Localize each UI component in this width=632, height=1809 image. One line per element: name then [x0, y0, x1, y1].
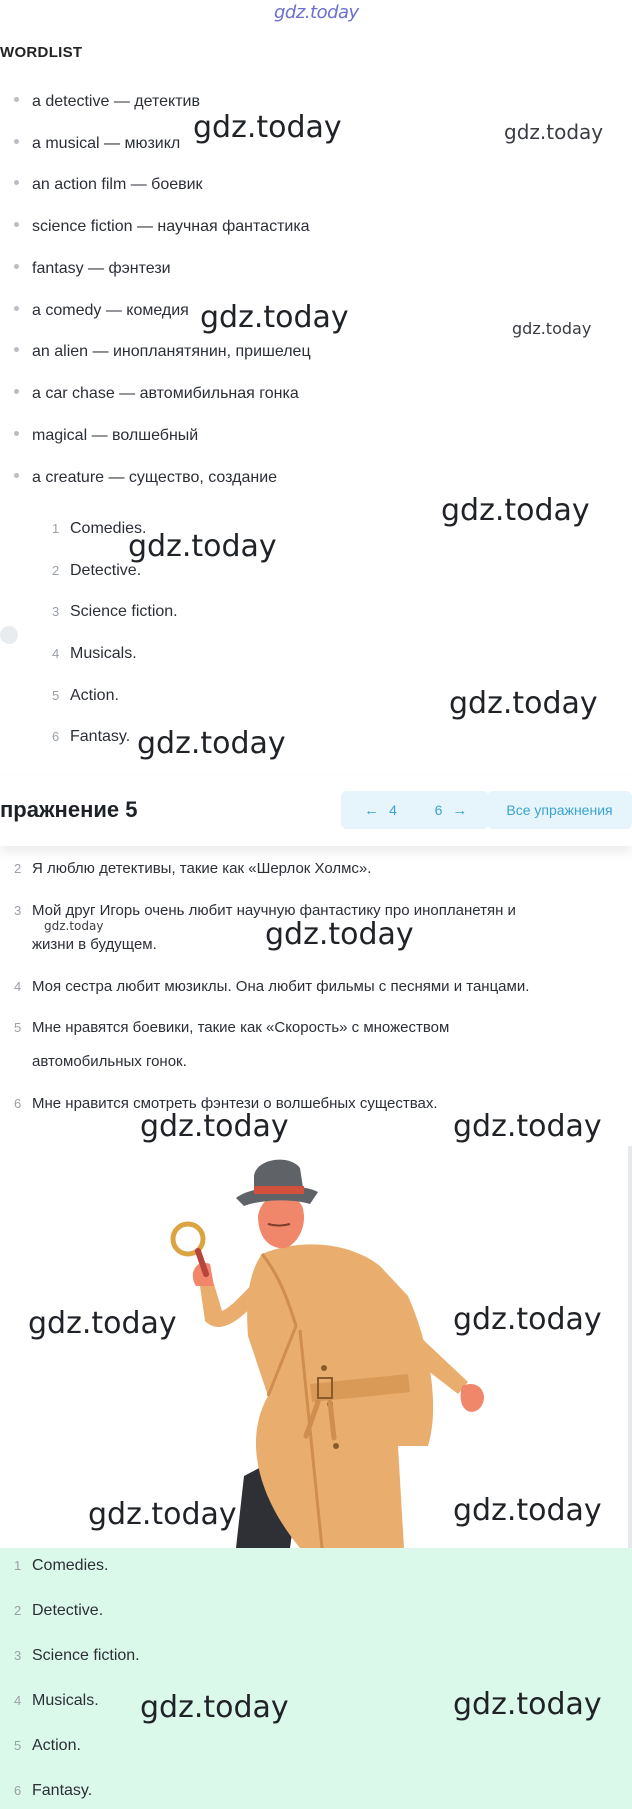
answer-number: 5 — [52, 688, 60, 703]
answer-item — [52, 687, 119, 705]
answer-number: 5 — [14, 1738, 22, 1753]
list-item-text: a musical — мюзикл — [32, 135, 181, 152]
list-item — [14, 427, 198, 445]
answer-text: Science fiction. — [32, 1647, 140, 1664]
list-item-text: a detective — детектив — [32, 93, 200, 110]
bullet-icon — [14, 264, 19, 269]
list-item-text: magical — волшебный — [32, 427, 199, 444]
answer-number: 1 — [52, 521, 60, 536]
bullet-icon — [14, 306, 19, 311]
prev-exercise-label: 4 — [389, 802, 397, 818]
sentence-item — [14, 860, 371, 877]
sentence-text: Я люблю детективы, такие как «Шерлок Холмс». — [32, 860, 372, 877]
watermark: gdz.today — [265, 917, 414, 952]
sentence-text: Моя сестра любит мюзиклы. Она любит фильмы с песнями и танцами. — [32, 978, 530, 995]
answer-item — [52, 562, 141, 580]
next-exercise-label: 6 — [434, 802, 443, 818]
list-item-text: an action film — боевик — [32, 176, 203, 193]
watermark: gdz.today — [453, 1302, 602, 1337]
watermark: gdz.today — [193, 110, 342, 145]
wordlist-title: WORDLIST — [0, 44, 83, 61]
watermark: gdz.today — [140, 1690, 289, 1725]
answer-item — [14, 1692, 99, 1710]
watermark: gdz.today — [504, 120, 604, 144]
watermark: gdz.today — [44, 919, 104, 933]
answer-number: 2 — [52, 563, 60, 578]
site-logo[interactable]: gdz.today — [274, 2, 359, 23]
answer-number: 6 — [52, 729, 60, 744]
bullet-icon — [14, 97, 19, 102]
watermark: gdz.today — [28, 1306, 177, 1341]
watermark: gdz.today — [453, 1109, 602, 1144]
prev-exercise-button[interactable] — [341, 791, 420, 829]
answer-text: Musicals. — [32, 1692, 99, 1709]
list-item-text: an alien — инопланятянин, пришелец — [32, 343, 311, 360]
answer-item — [52, 645, 137, 663]
answer-item — [14, 1557, 108, 1575]
bullet-icon — [14, 431, 19, 436]
sentence-item — [14, 978, 529, 995]
answer-number: 2 — [14, 1603, 22, 1618]
answer-number: 3 — [14, 1648, 22, 1663]
answer-text: Action. — [32, 1737, 81, 1754]
list-item — [14, 385, 299, 403]
list-item — [14, 93, 200, 111]
answer-number: 4 — [14, 1693, 22, 1708]
list-item-text: fantasy — фэнтези — [32, 260, 171, 277]
watermark: gdz.today — [453, 1687, 602, 1722]
answer-item — [14, 1647, 140, 1665]
answer-item — [52, 728, 130, 746]
next-exercise-button[interactable] — [413, 791, 489, 829]
answer-text: Comedies. — [70, 520, 147, 537]
all-exercises-label: Все упражнения — [506, 802, 613, 818]
bullet-icon — [14, 473, 19, 478]
bullet-icon — [14, 180, 19, 185]
sentence-number: 6 — [14, 1096, 22, 1111]
arrow-right-icon: → — [452, 801, 468, 819]
list-item — [14, 343, 311, 361]
bullet-icon — [14, 222, 19, 227]
answer-text: Fantasy. — [70, 728, 131, 745]
watermark: gdz.today — [200, 300, 349, 335]
answer-text: Comedies. — [32, 1557, 109, 1574]
list-item — [14, 469, 277, 487]
answer-text: Musicals. — [70, 645, 137, 662]
sentence-text: Мне нравится смотреть фэнтези о волшебных существах. — [32, 1095, 438, 1112]
all-exercises-button[interactable] — [487, 791, 632, 829]
side-handle-icon[interactable] — [0, 626, 18, 644]
answer-box — [0, 1548, 632, 1809]
detective-illustration — [0, 1146, 632, 1548]
list-item — [14, 302, 189, 320]
watermark: gdz.today — [453, 1493, 602, 1528]
answer-number: 6 — [14, 1783, 22, 1798]
sentence-number: 4 — [14, 979, 22, 994]
answer-item — [14, 1782, 92, 1800]
sentence-continuation — [32, 1053, 187, 1070]
list-item-text: a creature — существо, создание — [32, 469, 278, 486]
watermark: gdz.today — [128, 529, 277, 564]
list-item — [14, 260, 171, 278]
watermark: gdz.today — [140, 1109, 289, 1144]
sentence-text: автомобильных гонок. — [32, 1053, 187, 1070]
exercise-title: пражнение 5 — [0, 797, 138, 822]
answer-text: Fantasy. — [32, 1782, 93, 1799]
answer-text: Detective. — [70, 562, 142, 579]
watermark: gdz.today — [441, 493, 590, 528]
watermark: gdz.today — [449, 686, 598, 721]
answer-item — [52, 603, 178, 621]
sentence-text: Мой друг Игорь очень любит научную фантастику про инопланетян и — [32, 902, 516, 919]
answer-text: Science fiction. — [70, 603, 178, 620]
sentence-number: 2 — [14, 861, 22, 876]
watermark: gdz.today — [88, 1497, 237, 1532]
answer-text: Action. — [70, 687, 119, 704]
list-item-text: a car chase — автомибильная гонка — [32, 385, 299, 402]
sentence-text: жизни в будущем. — [32, 936, 157, 953]
answer-number: 4 — [52, 646, 60, 661]
list-item — [14, 176, 203, 194]
answer-item — [14, 1602, 103, 1620]
sentence-number: 3 — [14, 903, 22, 918]
list-item-text: a comedy — комедия — [32, 302, 189, 319]
bullet-icon — [14, 347, 19, 352]
list-item — [14, 218, 310, 236]
sentence-continuation — [32, 936, 157, 953]
answer-item — [14, 1737, 81, 1755]
sentence-number: 5 — [14, 1020, 22, 1035]
answer-number: 3 — [52, 604, 60, 619]
watermark: gdz.today — [137, 726, 286, 761]
answer-text: Detective. — [32, 1602, 104, 1619]
sentence-text: Мне нравятся боевики, такие как «Скорость» с множеством — [32, 1019, 450, 1036]
list-item — [14, 135, 180, 153]
answer-number: 1 — [14, 1558, 22, 1573]
bullet-icon — [14, 139, 19, 144]
arrow-left-icon: ← — [364, 801, 380, 819]
bullet-icon — [14, 389, 19, 394]
watermark: gdz.today — [512, 319, 592, 338]
list-item-text: science fiction — научная фантастика — [32, 218, 310, 235]
sentence-item — [14, 1019, 449, 1036]
